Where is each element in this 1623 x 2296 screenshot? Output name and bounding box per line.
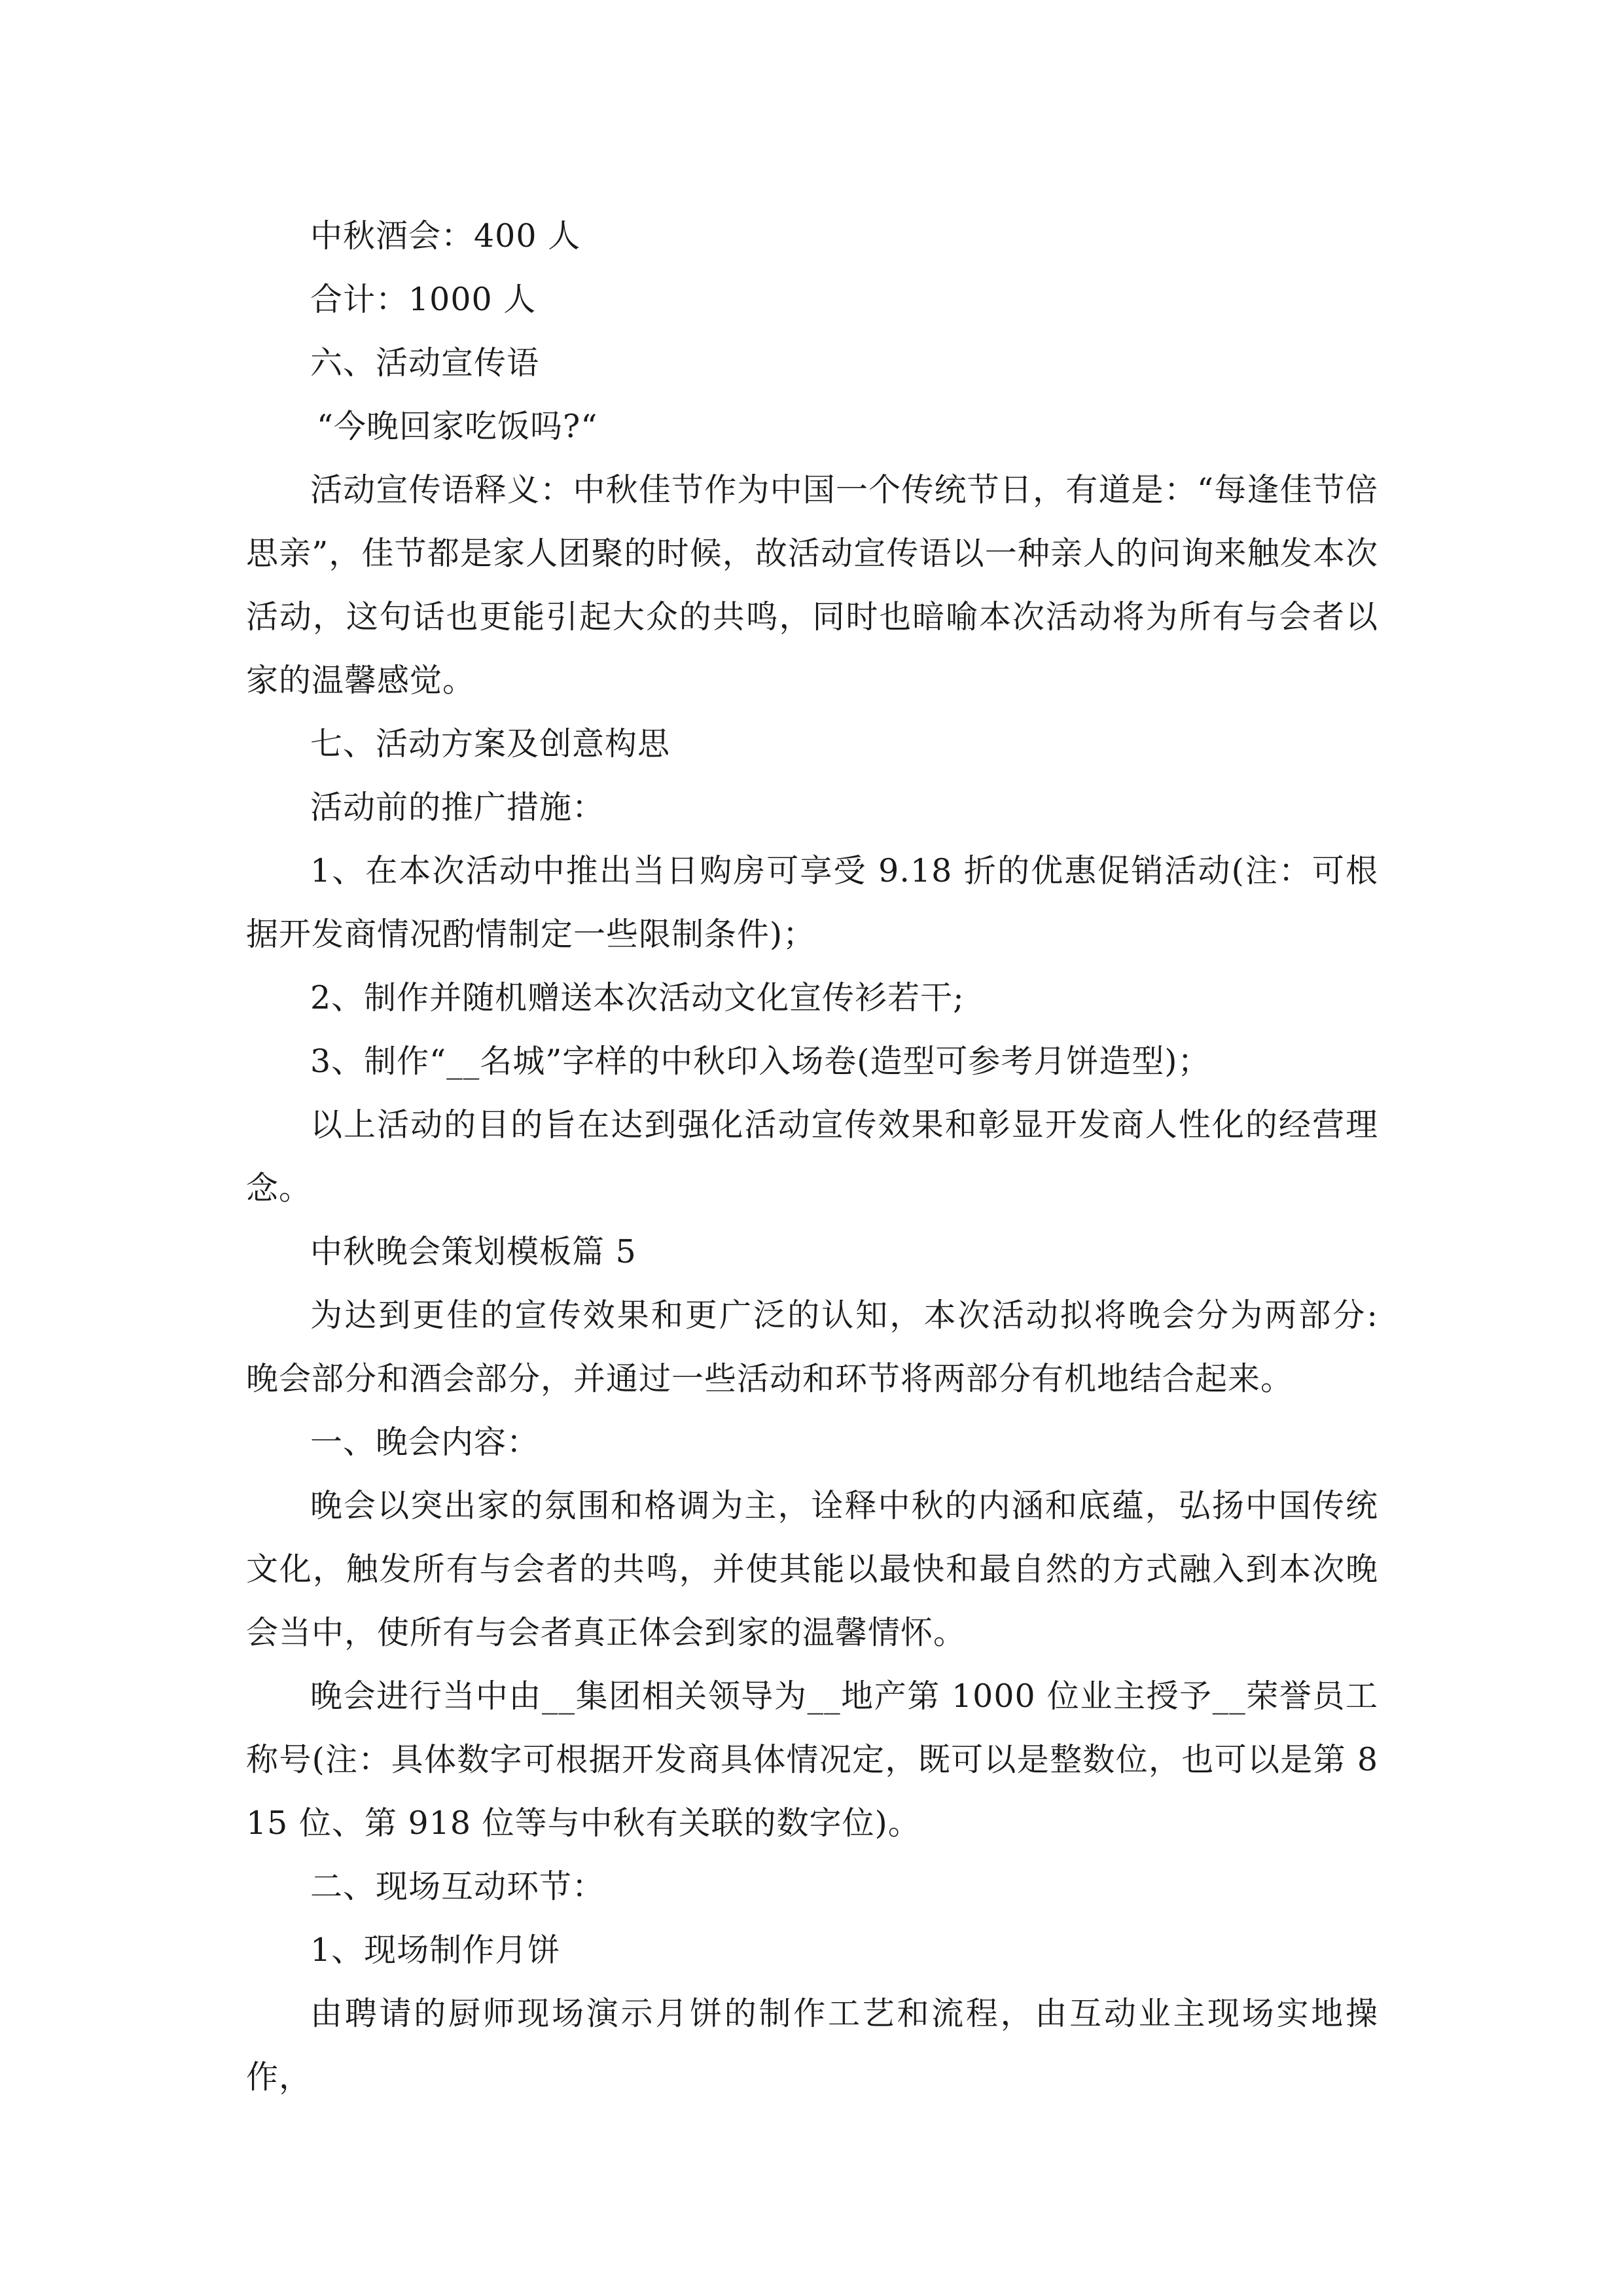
section-heading-slogan: 六、活动宣传语 [310, 344, 540, 382]
paragraph-slogan: “今晚回家吃饭吗?“ [317, 408, 598, 445]
document-body [246, 204, 1378, 2109]
paragraph-mid-autumn-reception-count: 中秋酒会：400 人 [310, 217, 581, 255]
paragraph-chef-demonstration: 由聘请的厨师现场演示月饼的制作工艺和流程，由互动业主现场实地操作， [246, 1995, 1378, 2096]
paragraph-activity-purpose: 以上活动的目的旨在达到强化活动宣传效果和彰显开发商人性化的经营理念。 [246, 1106, 1378, 1207]
paragraph-award-ceremony: 晚会进行当中由__集团相关领导为__地产第 1000 位业主授予__荣誉员工称号(注：具体数字可根据开发商具体情况定，既可以是整数位，也可以是第 815 位、第 918 位等与中秋有关联的数字位)。 [246, 1677, 1378, 1842]
section-heading-interaction: 二、现场互动环节： [310, 1868, 605, 1905]
list-item-mooncake-making: 1、现场制作月饼 [310, 1931, 561, 1969]
section-title-template-5: 中秋晚会策划模板篇 5 [310, 1233, 637, 1270]
list-item-tickets: 3、制作“__名城”字样的中秋印入场卷(造型可参考月饼造型)； [310, 1043, 1211, 1080]
section-heading-plan: 七、活动方案及创意构思 [310, 725, 671, 762]
paragraph-gala-theme: 晚会以突出家的氛围和格调为主，诠释中秋的内涵和底蕴，弘扬中国传统文化，触发所有与会者的共鸣，并使其能以最快和最自然的方式融入到本次晚会当中，使所有与会者真正体会到家的温馨情怀。 [246, 1487, 1378, 1651]
list-item-discount: 1、在本次活动中推出当日购房可享受 9.18 折的优惠促销活动(注：可根据开发商情况酌情制定一些限制条件)； [246, 852, 1378, 953]
paragraph-total-count: 合计：1000 人 [310, 281, 537, 318]
paragraph-slogan-explanation: 活动宣传语释义：中秋佳节作为中国一个传统节日，有道是：“每逢佳节倍思亲”，佳节都是家人团聚的时候，故活动宣传语以一种亲人的问询来触发本次活动，这句话也更能引起大众的共鸣，同时也暗喻本次活动将为所有与会者以家的温馨感觉。 [246, 471, 1378, 699]
paragraph-promotion-measures: 活动前的推广措施： [310, 789, 605, 826]
section-heading-gala-content: 一、晚会内容： [310, 1424, 540, 1461]
list-item-tshirts: 2、制作并随机赠送本次活动文化宣传衫若干; [310, 979, 965, 1016]
paragraph-event-division: 为达到更佳的宣传效果和更广泛的认知，本次活动拟将晚会分为两部分: 晚会部分和酒会部分，并通过一些活动和环节将两部分有机地结合起来。 [246, 1297, 1378, 1397]
